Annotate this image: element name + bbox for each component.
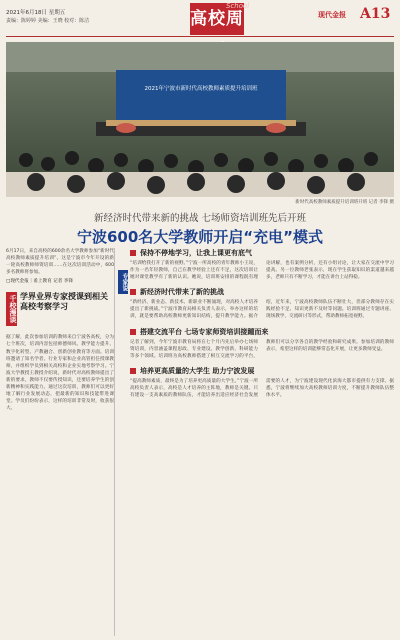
left-section-title: 学界业界专家授课到相关高校考察学习 <box>20 292 108 312</box>
editor-credits: 责编：陈婷婷 美编：王晓 校对：陈洁 <box>6 18 90 24</box>
photo-caption: 新时代高校教师素质提升培训班开班 记者 李锋 摄 <box>295 200 394 205</box>
masthead-en-label: School <box>226 2 250 10</box>
lead-photo <box>6 42 394 197</box>
section-title-1: 保持不停地学习，让我上课更有底气 <box>118 248 394 258</box>
section-body-3: 记者了解到，今年宁波市教育局将在七个月内先后举办七场师资培训，内容涵盖课程思政、专业建设、教学创新、科研能力等多个领域。培训班为高校教师搭建了相互交流学习的平台，教师们可以分享各自的教学经验和研究成果。参加培训的教师表示，希望这样的培训能够常态化开展，让更多教师受益。 <box>130 339 394 359</box>
byline: □现代金报｜甬上教育 记者 李锋 <box>6 279 73 285</box>
newspaper-name: 现代金报 <box>318 11 346 19</box>
masthead-logo: 高校周 <box>190 3 244 35</box>
section-tag-left: 千校漫谈 <box>6 292 17 326</box>
section-title-3: 搭建交流平台 七场专家师资培训接踵而来 <box>118 327 394 337</box>
section-body-2: “新经济、新业态、新技术、新职业不断涌现，对高校人才培养提出了新挑战。”宁波市教育局相关负责人表示，举办这样的培训，就是要帮助高校教师更新知识结构，提升教学能力。据介绍，近年来，宁波高校教师队伍不断壮大，但部分教师存在实践经验不足、知识更新不及时等问题。培训班通过专题讲座、现场教学、交流研讨等形式，帮助教师拓宽视野。 <box>130 300 394 320</box>
section-tag-right: 专家说 <box>118 270 128 294</box>
stage-banner-text: 2021年宁波市新时代高校教师素质提升培训班 <box>144 86 258 92</box>
page-header <box>0 0 400 40</box>
left-column <box>6 248 114 636</box>
page-number: A13 <box>360 6 391 22</box>
section-title-4: 培养更高质量的大学生 助力宁波发展 <box>118 366 394 376</box>
left-body: 据了解，此次参加培训的教师来自宁波各高校，分为七个班次，培训内容包括师德师风、教学能力提升、数字化转型、产教融合、创新创业教育等方面。培训班邀请了知名学者、行业专家和企业高管担任授课教师，并组织学员到相关高校和企业实地考察学习。宁波大学教授王教授介绍说，新时代对高校教师提出了新的要求，教师不仅要传授知识，还要培养学生的创新精神和实践能力。通过这次培训，教师们可以更好地了解行业发展动态，把最新的知识和技能带进课堂。学员们纷纷表示，这样的培训非常及时，收获很大。 <box>6 335 114 412</box>
issue-date: 2021年6月18日 星期五 <box>6 10 66 16</box>
header-divider <box>6 36 394 37</box>
column-divider <box>114 248 115 636</box>
article-headline: 宁波600名大学教师开启“充电”模式 <box>76 228 324 246</box>
section-body-1: “培训给我打开了新的视野。”宁波一所高校的青年教师小王说，作为一名年轻教师，自己在教学经验上还有不足，这次培训让她对课堂教学有了新的认识。她说，培训班安排的课程既有理论讲解，也有案例分析，还有小组讨论，让大家在交流中学习提高。另一位教师老张表示，现在学生获取知识的渠道越来越多，老师只有不断学习，才能在讲台上站得稳。 <box>130 261 394 281</box>
section-title-2: 新经济时代带来了新的挑战 <box>118 287 394 297</box>
section-body-4: “提高教师素质，最终是为了培养更高质量的大学生。”宁波一所高校负责人表示，高校是人才培养的主阵地，教师是关键。只有建设一支高素质的教师队伍，才能培养出适应经济社会发展需要的人才，为宁波建设现代化滨海大都市提供有力支撑。据悉，宁波将继续加大高校教师培训力度，不断提升教师队伍整体水平。 <box>130 378 394 399</box>
conference-photo-illustration <box>6 42 394 197</box>
right-column <box>118 248 394 636</box>
lead-paragraph: 6月17日，来自高校的600余名大学教师参加“新时代高校教师素质提升培训”。这是宁波市今年开设的新一轮高校教师师资培训……在这次培训活动中，600多名教师将参加。 <box>6 249 114 276</box>
article-subheadline: 新经济时代带来新的挑战 七场师资培训班先后开班 <box>93 213 307 224</box>
